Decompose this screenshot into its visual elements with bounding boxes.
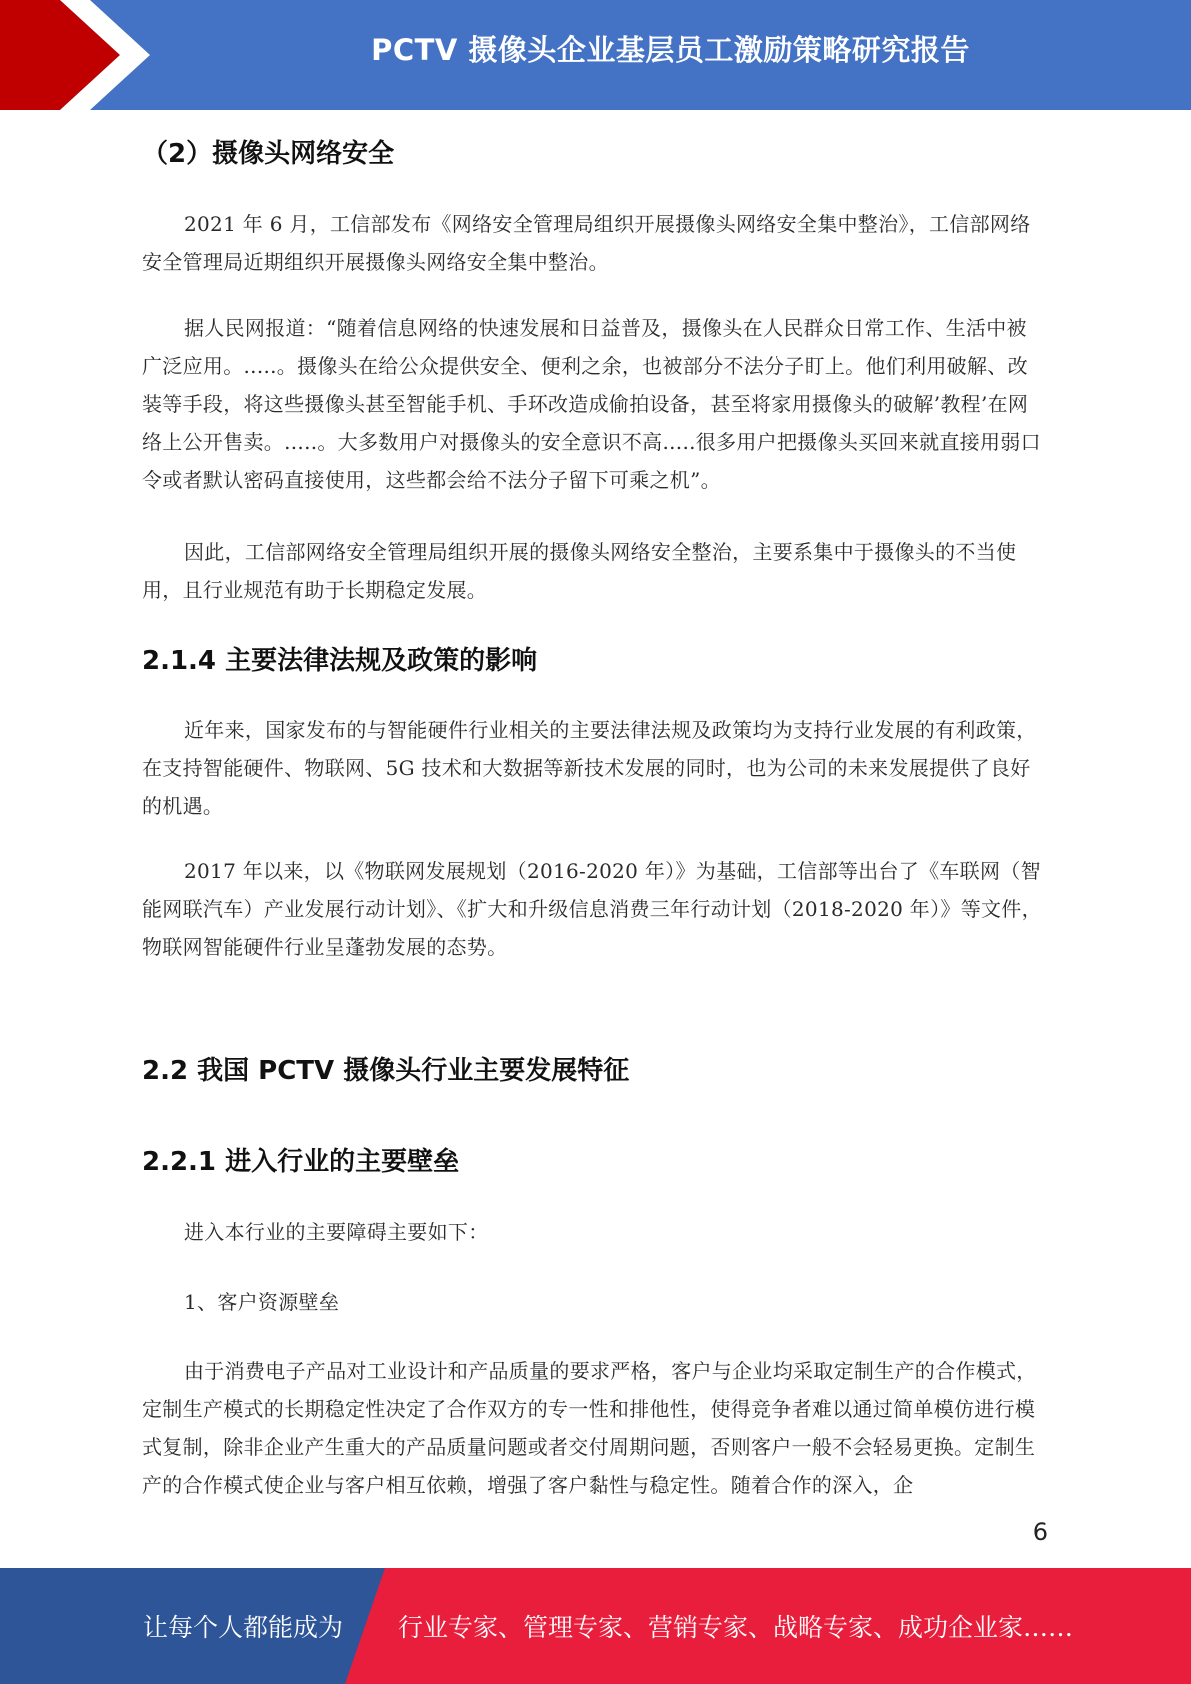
report-title: PCTV 摄像头企业基层员工激励策略研究报告 — [371, 33, 970, 67]
page-number: 6 — [1032, 1518, 1048, 1546]
section-heading-camera-security: （2）摄像头网络安全 — [142, 139, 395, 169]
paragraph: 由于消费电子产品对工业设计和产品质量的要求严格，客户与企业均采取定制生产的合作模式，定制生产模式的长期稳定性决定了合作双方的专一性和排他性，使得竞争者难以通过简单模仿进行模式复制，除非企业产生重大的产品质量问题或者交付周期问题，否则客户一般不会轻易更换。定制生产的合作模式使企业与客户相互依赖，增强了客户黏性与稳定性。随着合作的深入，企 — [142, 1359, 1037, 1497]
page-header — [0, 0, 1191, 110]
paragraph: 2017 年以来，以《物联网发展规划（2016-2020 年）》为基础，工信部等出台了《车联网（智能网联汽车）产业发展行动计划》、《扩大和升级信息消费三年行动计划（2018-2020 年）》等文件，物联网智能硬件行业呈蓬勃发展的态势。 — [142, 859, 1042, 959]
page-footer — [0, 1568, 1191, 1684]
paragraph: 据人民网报道：“随着信息网络的快速发展和日益普及，摄像头在人民群众日常工作、生活中被广泛应用。.....。摄像头在给公众提供安全、便利之余，也被部分不法分子盯上。他们利用破解、改装等手段，将这些摄像头甚至智能手机、手环改造成偷拍设备，甚至将家用摄像头的破解’教程’在网络上公开售卖。.....。大多数用户对摄像头的安全意识不高.....很多用户把摄像头买回来就直接用弱口令或者默认密码直接使用，这些都会给不法分子留下可乘之机”。 — [142, 316, 1041, 492]
footer-slogan-right: 行业专家、管理专家、营销专家、战略专家、成功企业家…… — [398, 1613, 1074, 1642]
paragraph: 进入本行业的主要障碍主要如下： — [184, 1220, 489, 1244]
section-heading-2-1-4: 2.1.4 主要法律法规及政策的影响 — [142, 646, 538, 676]
list-item-label: 1、客户资源壁垒 — [184, 1290, 340, 1314]
paragraph: 因此，工信部网络安全管理局组织开展的摄像头网络安全整治，主要系集中于摄像头的不当使用，且行业规范有助于长期稳定发展。 — [142, 540, 1017, 602]
paragraph: 2021 年 6 月，工信部发布《网络安全管理局组织开展摄像头网络安全集中整治》，工信部网络安全管理局近期组织开展摄像头网络安全集中整治。 — [142, 212, 1031, 274]
section-heading-2-2: 2.2 我国 PCTV 摄像头行业主要发展特征 — [142, 1056, 630, 1086]
section-heading-2-2-1: 2.2.1 进入行业的主要壁垒 — [142, 1147, 460, 1177]
footer-slogan-left: 让每个人都能成为 — [143, 1613, 344, 1642]
paragraph: 近年来，国家发布的与智能硬件行业相关的主要法律法规及政策均为支持行业发展的有利政策，在支持智能硬件、物联网、5G 技术和大数据等新技术发展的同时，也为公司的未来发展提供了良好的机遇。 — [142, 718, 1037, 818]
